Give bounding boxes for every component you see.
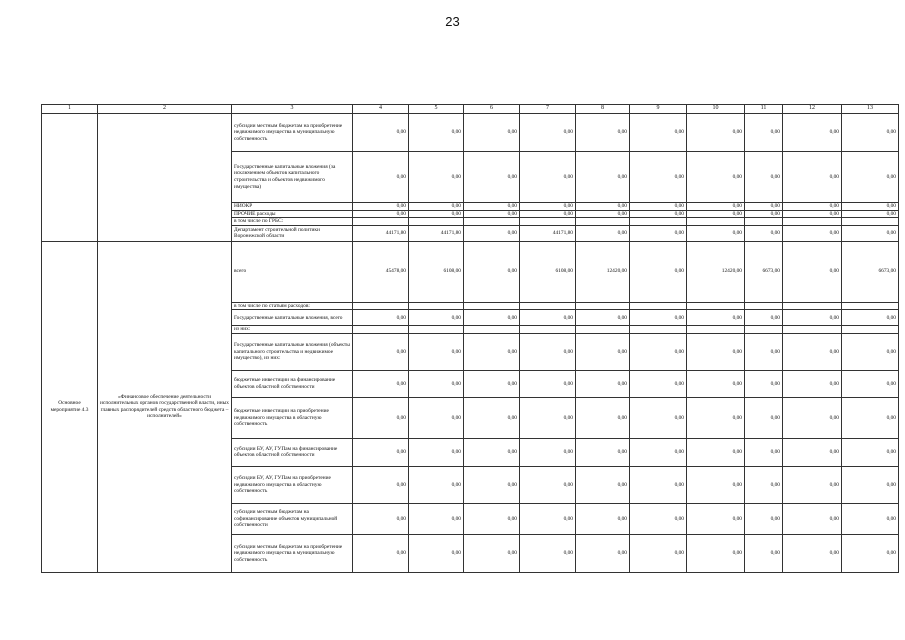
value-cell: 0,00 <box>353 333 409 370</box>
value-cell: 0,00 <box>520 466 576 503</box>
value-cell: 0,00 <box>783 503 842 534</box>
value-cell: 0,00 <box>745 203 783 211</box>
value-cell: 0,00 <box>745 114 783 152</box>
value-cell: 0,00 <box>630 503 687 534</box>
value-cell: 0,00 <box>783 152 842 203</box>
value-cell: 0,00 <box>745 152 783 203</box>
value-cell: 0,00 <box>520 114 576 152</box>
row-description: бюджетные инвестиции на финансирование объектов областной собственности <box>232 370 353 397</box>
value-cell: 0,00 <box>745 210 783 218</box>
value-cell: 0,00 <box>842 503 899 534</box>
row-description: Департамент строительной политики Воронежской области <box>232 225 353 241</box>
value-cell <box>687 218 745 226</box>
value-cell <box>745 302 783 310</box>
value-cell: 0,00 <box>745 534 783 572</box>
value-cell <box>409 302 464 310</box>
value-cell: 0,00 <box>409 310 464 326</box>
value-cell: 0,00 <box>687 333 745 370</box>
value-cell: 0,00 <box>630 438 687 466</box>
value-cell <box>842 218 899 226</box>
value-cell: 0,00 <box>687 152 745 203</box>
row-description: субсидии местным бюджетам на приобретение недвижимого имущества в муниципальную собственность <box>232 534 353 572</box>
value-cell: 0,00 <box>783 438 842 466</box>
value-cell <box>576 218 630 226</box>
row-description: всего <box>232 241 353 302</box>
value-cell: 0,00 <box>576 203 630 211</box>
value-cell: 0,00 <box>520 503 576 534</box>
page-number: 23 <box>445 14 460 29</box>
column-header: 10 <box>687 105 745 114</box>
value-cell: 0,00 <box>687 114 745 152</box>
value-cell: 12420,00 <box>576 241 630 302</box>
row-description: Государственные капитальные вложения, всего <box>232 310 353 326</box>
value-cell <box>842 302 899 310</box>
value-cell: 0,00 <box>520 203 576 211</box>
value-cell: 0,00 <box>409 114 464 152</box>
value-cell: 0,00 <box>576 370 630 397</box>
value-cell: 0,00 <box>745 370 783 397</box>
value-cell <box>745 326 783 334</box>
value-cell <box>783 302 842 310</box>
value-cell: 0,00 <box>783 397 842 438</box>
value-cell: 6673,00 <box>745 241 783 302</box>
value-cell: 0,00 <box>630 203 687 211</box>
value-cell: 0,00 <box>687 438 745 466</box>
value-cell: 0,00 <box>464 534 520 572</box>
value-cell: 0,00 <box>783 466 842 503</box>
value-cell: 0,00 <box>353 438 409 466</box>
measure-code-cell: Основное мероприятие 4.3 <box>42 241 98 572</box>
value-cell <box>353 218 409 226</box>
row-description: Государственные капитальные вложения (объекты капитального строительства и недвижимое имущество), из них: <box>232 333 353 370</box>
value-cell: 0,00 <box>520 210 576 218</box>
value-cell: 0,00 <box>353 114 409 152</box>
value-cell: 0,00 <box>842 152 899 203</box>
value-cell: 0,00 <box>630 466 687 503</box>
value-cell: 0,00 <box>576 438 630 466</box>
value-cell: 0,00 <box>842 534 899 572</box>
value-cell: 0,00 <box>464 310 520 326</box>
value-cell: 0,00 <box>576 310 630 326</box>
value-cell: 0,00 <box>576 397 630 438</box>
column-header: 4 <box>353 105 409 114</box>
value-cell: 0,00 <box>783 534 842 572</box>
value-cell <box>464 326 520 334</box>
value-cell: 0,00 <box>464 370 520 397</box>
value-cell: 0,00 <box>783 333 842 370</box>
value-cell: 0,00 <box>520 333 576 370</box>
value-cell: 0,00 <box>576 225 630 241</box>
value-cell: 0,00 <box>630 370 687 397</box>
value-cell <box>576 326 630 334</box>
value-cell: 0,00 <box>783 210 842 218</box>
value-cell: 0,00 <box>745 225 783 241</box>
value-cell <box>464 218 520 226</box>
value-cell: 0,00 <box>576 333 630 370</box>
value-cell <box>409 218 464 226</box>
measure-code-cell <box>42 114 98 242</box>
value-cell <box>783 326 842 334</box>
value-cell <box>745 218 783 226</box>
value-cell: 0,00 <box>745 310 783 326</box>
measure-name-cell <box>98 114 232 242</box>
value-cell: 0,00 <box>464 203 520 211</box>
value-cell <box>353 326 409 334</box>
value-cell: 0,00 <box>630 210 687 218</box>
value-cell: 0,00 <box>745 466 783 503</box>
value-cell: 45478,00 <box>353 241 409 302</box>
value-cell: 0,00 <box>520 152 576 203</box>
value-cell <box>687 302 745 310</box>
column-header: 5 <box>409 105 464 114</box>
value-cell: 0,00 <box>630 534 687 572</box>
value-cell: 0,00 <box>687 310 745 326</box>
value-cell: 0,00 <box>464 152 520 203</box>
value-cell <box>409 326 464 334</box>
row-description: Государственные капитальные вложения (за исключением объектов капитального строительства и объектов недвижимого имущества) <box>232 152 353 203</box>
row-description: ПРОЧИЕ расходы <box>232 210 353 218</box>
value-cell: 0,00 <box>687 225 745 241</box>
column-header: 6 <box>464 105 520 114</box>
value-cell: 0,00 <box>576 152 630 203</box>
value-cell: 0,00 <box>842 333 899 370</box>
value-cell: 0,00 <box>576 210 630 218</box>
header-row <box>42 105 899 114</box>
value-cell: 0,00 <box>409 534 464 572</box>
column-header: 13 <box>842 105 899 114</box>
value-cell: 0,00 <box>842 225 899 241</box>
value-cell: 0,00 <box>842 114 899 152</box>
value-cell: 0,00 <box>464 397 520 438</box>
value-cell: 0,00 <box>464 466 520 503</box>
value-cell: 0,00 <box>687 397 745 438</box>
column-header: 12 <box>783 105 842 114</box>
value-cell <box>353 302 409 310</box>
value-cell: 0,00 <box>409 152 464 203</box>
row-description: НИОКР <box>232 203 353 211</box>
value-cell: 0,00 <box>353 152 409 203</box>
value-cell: 0,00 <box>630 114 687 152</box>
value-cell <box>783 218 842 226</box>
column-header: 11 <box>745 105 783 114</box>
value-cell: 0,00 <box>842 210 899 218</box>
value-cell: 0,00 <box>464 225 520 241</box>
row-description: из них: <box>232 326 353 334</box>
value-cell: 0,00 <box>630 241 687 302</box>
row-description: в том числе по ГРБС: <box>232 218 353 226</box>
table-row <box>42 241 899 302</box>
value-cell: 0,00 <box>409 370 464 397</box>
value-cell: 0,00 <box>409 333 464 370</box>
value-cell <box>687 326 745 334</box>
value-cell: 0,00 <box>409 397 464 438</box>
value-cell <box>520 302 576 310</box>
budget-table <box>41 104 899 573</box>
value-cell: 0,00 <box>745 333 783 370</box>
value-cell: 0,00 <box>576 114 630 152</box>
value-cell: 0,00 <box>353 534 409 572</box>
value-cell: 0,00 <box>409 503 464 534</box>
value-cell: 0,00 <box>842 466 899 503</box>
value-cell: 0,00 <box>842 438 899 466</box>
value-cell: 0,00 <box>687 466 745 503</box>
value-cell: 0,00 <box>745 397 783 438</box>
value-cell: 0,00 <box>576 534 630 572</box>
value-cell: 0,00 <box>687 503 745 534</box>
value-cell: 0,00 <box>842 397 899 438</box>
value-cell: 0,00 <box>630 397 687 438</box>
value-cell: 0,00 <box>842 203 899 211</box>
column-header: 9 <box>630 105 687 114</box>
row-description: субсидии БУ, АУ, ГУПам на финансирование объектов областной собственности <box>232 438 353 466</box>
value-cell: 0,00 <box>783 225 842 241</box>
value-cell: 0,00 <box>409 210 464 218</box>
row-description: в том числе по статьям расходов: <box>232 302 353 310</box>
table-row <box>42 114 899 152</box>
value-cell: 0,00 <box>576 466 630 503</box>
value-cell: 0,00 <box>520 370 576 397</box>
value-cell: 0,00 <box>520 534 576 572</box>
value-cell: 0,00 <box>464 210 520 218</box>
value-cell <box>630 218 687 226</box>
value-cell: 0,00 <box>353 203 409 211</box>
value-cell: 0,00 <box>687 210 745 218</box>
value-cell: 0,00 <box>353 397 409 438</box>
value-cell <box>630 326 687 334</box>
value-cell: 0,00 <box>783 114 842 152</box>
value-cell: 0,00 <box>745 438 783 466</box>
value-cell: 0,00 <box>353 310 409 326</box>
value-cell: 0,00 <box>409 203 464 211</box>
value-cell: 0,00 <box>464 333 520 370</box>
value-cell: 12420,00 <box>687 241 745 302</box>
value-cell: 0,00 <box>687 203 745 211</box>
value-cell: 0,00 <box>630 333 687 370</box>
value-cell: 0,00 <box>842 370 899 397</box>
table-body <box>42 105 899 573</box>
value-cell <box>630 302 687 310</box>
value-cell: 44171,80 <box>520 225 576 241</box>
value-cell <box>842 326 899 334</box>
value-cell: 44171,80 <box>353 225 409 241</box>
value-cell: 6673,00 <box>842 241 899 302</box>
value-cell: 0,00 <box>687 370 745 397</box>
value-cell: 0,00 <box>630 310 687 326</box>
value-cell: 0,00 <box>520 310 576 326</box>
value-cell: 0,00 <box>409 466 464 503</box>
value-cell: 0,00 <box>464 241 520 302</box>
value-cell: 0,00 <box>409 438 464 466</box>
value-cell: 0,00 <box>687 534 745 572</box>
column-header: 3 <box>232 105 353 114</box>
value-cell: 0,00 <box>745 503 783 534</box>
value-cell: 0,00 <box>783 370 842 397</box>
column-header: 8 <box>576 105 630 114</box>
value-cell: 0,00 <box>630 225 687 241</box>
value-cell: 0,00 <box>783 310 842 326</box>
row-description: субсидии местным бюджетам на софинансирование объектов муниципальной собственности <box>232 503 353 534</box>
value-cell: 0,00 <box>464 114 520 152</box>
column-header: 1 <box>42 105 98 114</box>
column-header: 7 <box>520 105 576 114</box>
value-cell <box>520 326 576 334</box>
value-cell: 0,00 <box>353 503 409 534</box>
value-cell <box>464 302 520 310</box>
value-cell: 0,00 <box>783 241 842 302</box>
value-cell: 0,00 <box>783 203 842 211</box>
value-cell: 0,00 <box>520 438 576 466</box>
value-cell: 0,00 <box>630 152 687 203</box>
value-cell: 0,00 <box>576 503 630 534</box>
value-cell: 0,00 <box>353 466 409 503</box>
value-cell: 6108,00 <box>409 241 464 302</box>
value-cell: 6108,00 <box>520 241 576 302</box>
column-header: 2 <box>98 105 232 114</box>
value-cell: 0,00 <box>464 503 520 534</box>
value-cell: 0,00 <box>520 397 576 438</box>
value-cell: 0,00 <box>464 438 520 466</box>
row-description: бюджетные инвестиции на приобретение недвижимого имущества в областную собственность <box>232 397 353 438</box>
row-description: субсидии местным бюджетам на приобретение недвижимого имущества в муниципальную собственность <box>232 114 353 152</box>
value-cell: 0,00 <box>353 210 409 218</box>
value-cell <box>576 302 630 310</box>
measure-name-cell: «Финансовое обеспечение деятельности исполнительных органов государственной власти, иных главных распорядителей средств областного бюджета – исполнителей» <box>98 241 232 572</box>
row-description: субсидии БУ, АУ, ГУПам на приобретение недвижимого имущества в областную собственность <box>232 466 353 503</box>
value-cell: 44171,80 <box>409 225 464 241</box>
value-cell: 0,00 <box>842 310 899 326</box>
value-cell <box>520 218 576 226</box>
value-cell: 0,00 <box>353 370 409 397</box>
